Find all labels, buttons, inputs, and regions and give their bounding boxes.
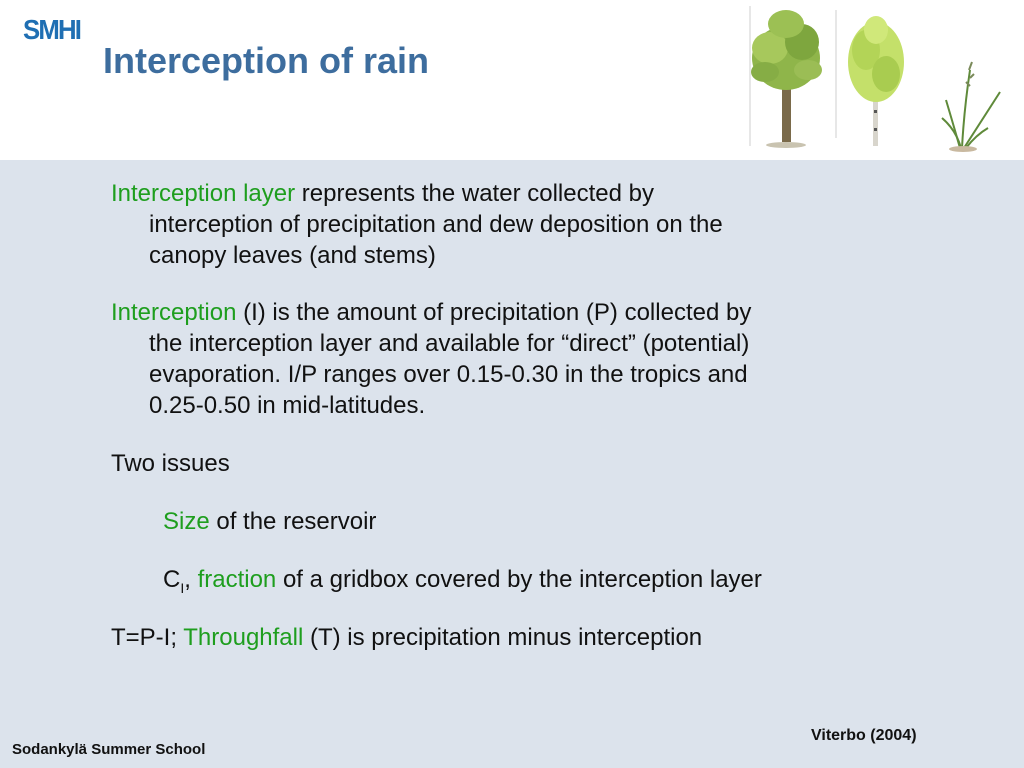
birch-tree-illustration [848, 16, 904, 146]
term-interception: Interception [111, 299, 237, 326]
throughfall-prefix: T=P-I; [111, 624, 184, 651]
p1-line3: canopy leaves (and stems) [149, 242, 436, 269]
ci-subscript: I [180, 579, 185, 596]
footer-citation: Viterbo (2004) [811, 727, 917, 744]
paragraph-two-issues [111, 448, 891, 479]
paragraph-fraction [163, 564, 943, 604]
p2-line4: 0.25-0.50 in mid-latitudes. [149, 392, 426, 419]
ci-symbol: C [163, 566, 181, 593]
two-issues-text: Two issues [111, 450, 230, 477]
p2-line3: evaporation. I/P ranges over 0.15-0.30 in the tropics and [149, 361, 748, 388]
term-size: Size [163, 508, 210, 535]
fraction-comma: , [184, 566, 198, 593]
slide-title: Interception of rain [103, 40, 430, 81]
plants-illustration [720, 0, 1010, 158]
p1-line2: interception of precipitation and dew deposition on the [149, 211, 723, 238]
p2-line2: the interception layer and available for “direct” (potential) [149, 330, 750, 357]
term-fraction: fraction [197, 566, 277, 593]
p1-line1: represents the water collected by [295, 180, 654, 207]
deciduous-tree-illustration [751, 10, 822, 148]
term-throughfall: Throughfall [183, 624, 304, 651]
size-rest: of the reservoir [209, 508, 377, 535]
paragraph-size [163, 506, 943, 537]
grass-plant-illustration [942, 62, 1000, 152]
p2-line1: (I) is the amount of precipitation (P) collected by [236, 299, 752, 326]
paragraph-interception [111, 297, 891, 421]
smhi-logo: SMHI [23, 14, 81, 45]
throughfall-rest: (T) is precipitation minus interception [303, 624, 703, 651]
footer-school: Sodankylä Summer School [12, 741, 206, 758]
fraction-rest: of a gridbox covered by the interception layer [276, 566, 762, 593]
slide-header [0, 0, 1024, 160]
term-interception-layer: Interception layer [111, 180, 296, 207]
paragraph-throughfall [111, 622, 891, 653]
paragraph-interception-layer [111, 178, 891, 271]
